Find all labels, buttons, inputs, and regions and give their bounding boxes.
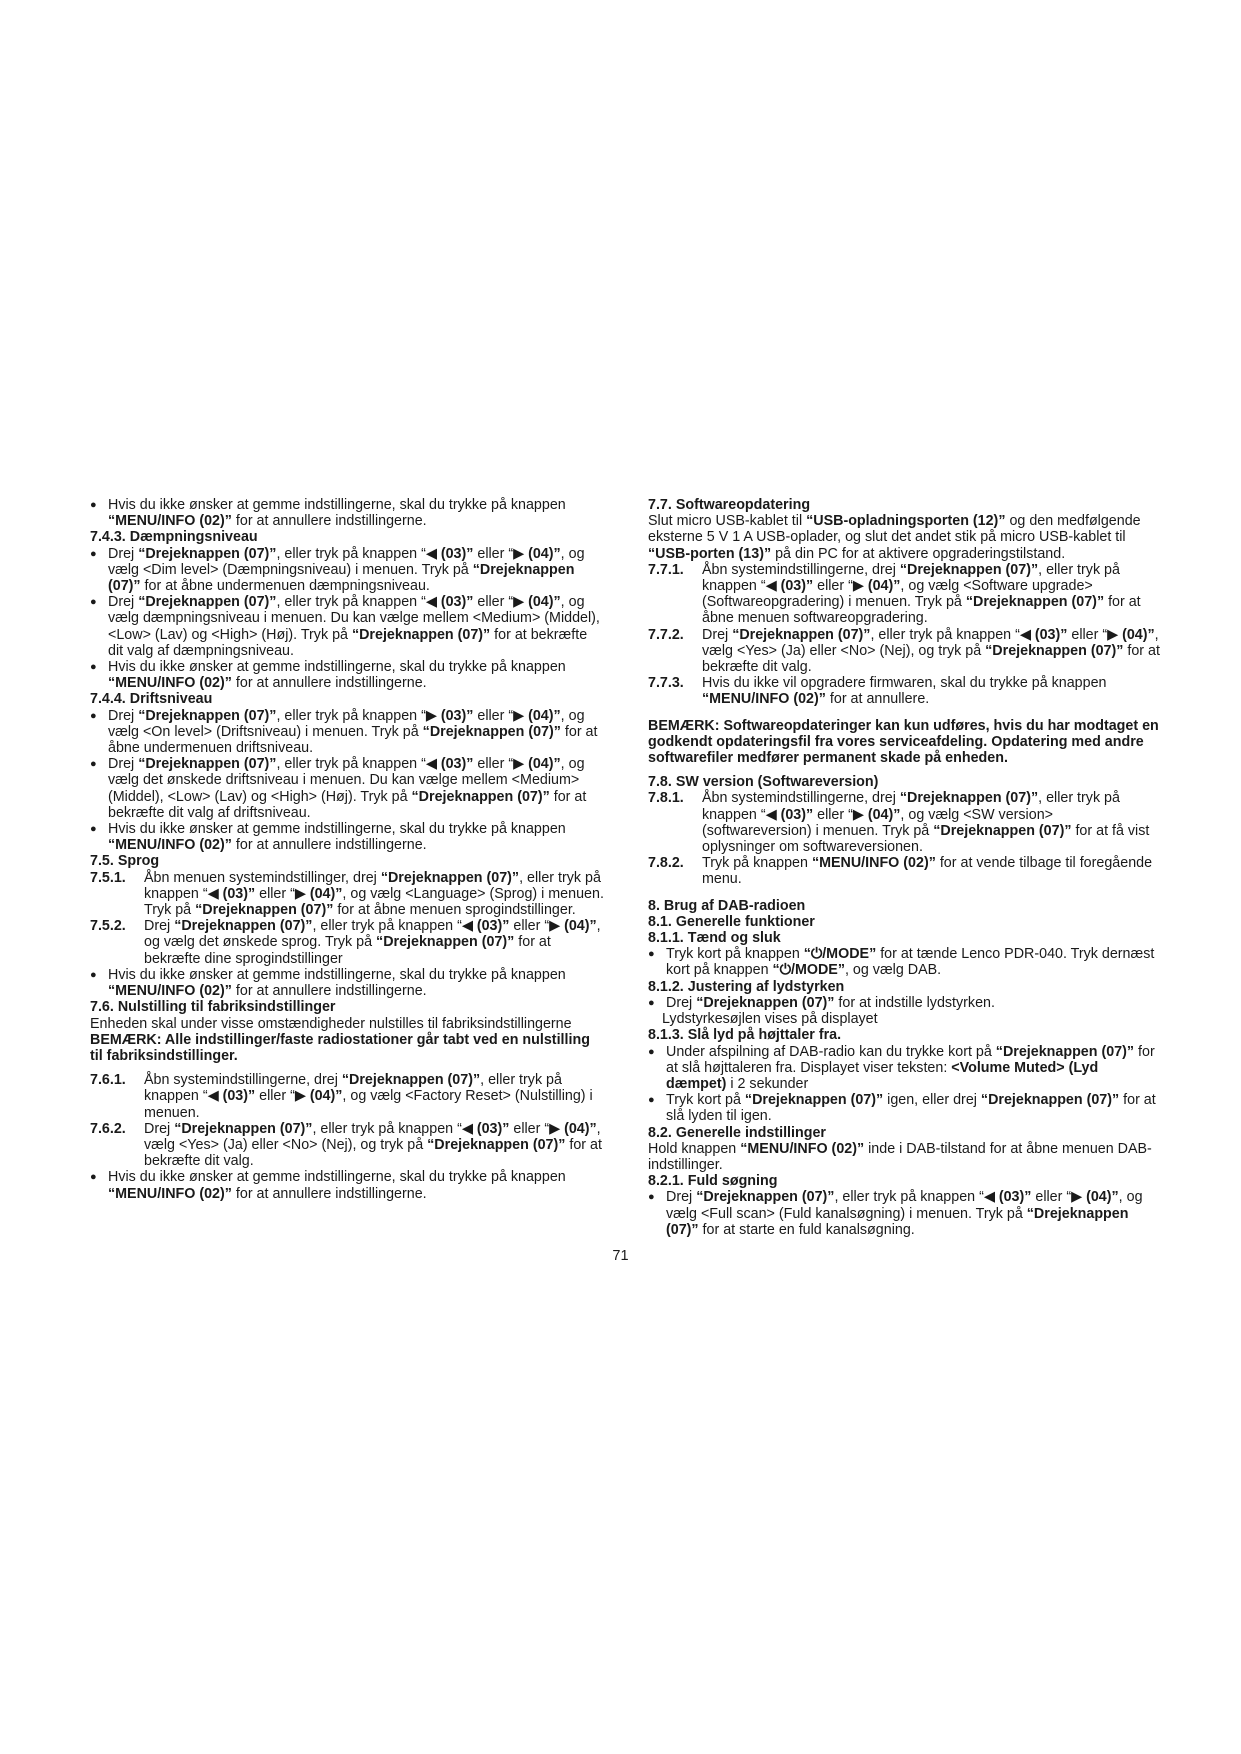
text-run: for at annullere indstillingerne. <box>231 837 427 854</box>
bold-text: “Drejeknappen (07)” <box>351 626 491 643</box>
bold-text: “MENU/INFO (02)” <box>108 1185 232 1202</box>
text-run: , og vælg <On level> (Driftsniveau) i menuen. Tryk på <box>108 707 585 740</box>
text-run: for at åbne menuen sprogindstillinger. <box>333 902 576 919</box>
bullet-item <box>90 659 606 691</box>
paragraph <box>648 513 1162 562</box>
text-run: for at indstille lydstyrken. <box>834 994 995 1011</box>
step-text <box>702 562 1162 627</box>
text-run: for at annullere. <box>825 691 930 708</box>
step-text <box>144 1121 606 1170</box>
bold-text: “Drejeknappen (07)” <box>696 1189 835 1206</box>
bullet-item <box>90 1169 606 1201</box>
text-run: , og vælg <Language> (Sprog) i menuen. Tryk på <box>144 885 604 919</box>
bold-text: “Drejeknappen (07)” <box>696 994 835 1011</box>
text-run: eller “▶ <box>255 1088 310 1105</box>
numbered-step <box>90 918 606 967</box>
text-run: Drej <box>702 626 733 643</box>
bold-text: “Drejeknappen (07)” <box>985 642 1124 659</box>
chapter-heading: 8. Brug af DAB-radioen <box>648 897 806 914</box>
bullet-item <box>648 946 1162 978</box>
text-run: Åbn systemindstillingerne, drej <box>144 1072 342 1089</box>
text-run: , og vælg DAB. <box>844 962 942 979</box>
bold-text: (04)” <box>528 707 561 724</box>
text-run: , eller tryk på knappen “◀ <box>276 756 441 773</box>
bold-text: (03)” <box>440 545 474 562</box>
bold-text: (03)” <box>222 885 256 902</box>
text-run: for at tænde Lenco PDR-040. Tryk dernæst kort på knappen <box>666 946 1155 979</box>
bold-text: (03)” <box>440 707 474 724</box>
text-run: , eller tryk på knappen “◀ <box>870 626 1035 643</box>
section-heading: 7.5. Sprog <box>90 853 160 870</box>
bold-text: “⏻/MODE” <box>772 962 845 979</box>
bold-text: (03)” <box>476 1120 510 1137</box>
note-warning: BEMÆRK: Alle indstillinger/faste radiostationer går tabt ved en nulstilling til fabriksindstillinger. <box>90 1031 590 1064</box>
step-text <box>702 790 1162 855</box>
numbered-step <box>648 562 1162 627</box>
numbered-step <box>90 1072 606 1121</box>
step-number: 7.7.1. <box>648 561 684 578</box>
section-heading: 7.6. Nulstilling til fabriksindstillinger <box>90 999 336 1016</box>
numbered-step <box>90 1121 606 1170</box>
text-run: for at åbne undermenuen dæmpningsniveau. <box>140 578 430 595</box>
text-run: Åbn menuen systemindstillinger, drej <box>144 869 381 886</box>
bold-text: (03)” <box>780 806 814 823</box>
bold-text: “USB-opladningsporten (12)” <box>806 513 1006 530</box>
text-run: eller “▶ <box>473 545 529 562</box>
bold-text: “Drejeknappen (07)” <box>995 1043 1135 1060</box>
text-run: på din PC for at aktivere opgraderingstilstand. <box>771 545 1066 562</box>
text-run: for at vende tilbage til foregående menu. <box>702 855 1153 888</box>
bold-text: “⏻/MODE” <box>803 946 877 963</box>
text-run: for at starte en fuld kanalsøgning. <box>698 1221 915 1238</box>
text-run: inde i DAB-tilstand for at åbne menuen DAB-indstillinger. <box>648 1140 1152 1173</box>
bold-text: (04)” <box>309 1088 343 1105</box>
text-run: for at annullere indstillingerne. <box>231 1185 427 1202</box>
bold-text: “Drejeknappen (07)” <box>965 594 1105 611</box>
bullet-item <box>90 594 606 659</box>
text-run: Tryk på knappen <box>702 855 812 872</box>
text-run: , eller tryk på knappen “◀ <box>702 561 1120 595</box>
text-run: for at få vist oplysninger om softwareversionen. <box>702 822 1150 856</box>
section-heading: 7.4.4. Driftsniveau <box>90 691 213 708</box>
text-run: Under afspilning af DAB-radio kan du trykke kort på <box>666 1043 996 1060</box>
text-run: , eller tryk på knappen “◀ <box>312 918 477 935</box>
bold-text: (03)” <box>440 594 474 611</box>
text-run: for at åbne undermenuen driftsniveau. <box>108 723 598 757</box>
section-heading: 8.2. Generelle indstillinger <box>648 1124 826 1141</box>
bold-text: (03)” <box>780 578 814 595</box>
text-run: Drej <box>144 918 175 935</box>
text-run: , eller tryk på knappen “◀ <box>702 790 1120 823</box>
text-run: Drej <box>666 994 697 1011</box>
bold-text: “Drejeknappen (07)” <box>380 869 520 886</box>
text-run: , eller tryk på knappen “◀ <box>276 594 441 611</box>
step-text <box>702 627 1162 676</box>
text-run: , eller tryk på knappen “▶ <box>276 707 441 724</box>
bold-text: “Drejeknappen (07)” <box>744 1092 884 1109</box>
text-run: eller “▶ <box>473 594 529 611</box>
text-run: , og vælg <Full scan> (Fuld kanalsøgning) i menuen. Tryk på <box>666 1189 1143 1222</box>
section-heading: 7.4.3. Dæmpningsniveau <box>90 529 258 546</box>
numbered-step <box>648 675 1162 707</box>
bold-text: “Drejeknappen (07)” <box>195 902 334 919</box>
bold-text: (03)” <box>440 756 474 773</box>
bold-text: (04)” <box>528 545 561 562</box>
bold-text: (04)” <box>309 885 343 902</box>
section-heading: 8.2.1. Fuld søgning <box>648 1173 778 1190</box>
bold-text: (04)” <box>564 1120 597 1137</box>
bold-text: (04)” <box>528 594 561 611</box>
bold-text: “Drejeknappen (07)” <box>427 1136 566 1153</box>
text-run: Åbn systemindstillingerne, drej <box>702 561 900 578</box>
bold-text: (03)” <box>1034 626 1068 643</box>
bold-text: “Drejeknappen (07)” <box>732 626 871 643</box>
step-number: 7.7.2. <box>648 626 684 643</box>
bold-text: (04)” <box>867 806 901 823</box>
text-run: Drej <box>144 1120 175 1137</box>
text-run: eller “▶ <box>473 756 529 773</box>
bullet-item <box>90 756 606 821</box>
text-run: Hold knappen <box>648 1140 741 1157</box>
bullet-item <box>90 708 606 757</box>
text-run: Tryk kort på knappen <box>666 946 804 963</box>
bold-text: <Volume Muted> (Lyd dæmpet) <box>666 1059 1099 1092</box>
text-run: for at slå højttaleren fra. Displayet viser teksten: <box>666 1043 1155 1076</box>
text-run: eller “▶ <box>1067 626 1123 643</box>
text-run: Drej <box>108 594 139 611</box>
bold-text: “Drejeknappen (07)” <box>341 1072 481 1089</box>
text-run: , eller tryk på knappen “◀ <box>144 1072 562 1105</box>
bullet-item <box>648 1092 1162 1124</box>
text-run: Hvis du ikke ønsker at gemme indstillingerne, skal du trykke på knappen <box>108 659 566 676</box>
bold-text: (04)” <box>1086 1189 1119 1206</box>
text-run: , vælg <Yes> (Ja) eller <No> (Nej), og tryk på <box>702 626 1159 659</box>
text-run: for at annullere indstillingerne. <box>231 983 427 1000</box>
bold-text: “Drejeknappen (07)” <box>174 1120 313 1137</box>
paragraph: Enheden skal under visse omstændigheder nulstilles til fabriksindstillingerne <box>90 1015 572 1032</box>
text-run: Drej <box>666 1189 697 1206</box>
bullet-item <box>648 1044 1162 1093</box>
step-number: 7.5.1. <box>90 869 126 886</box>
bold-text: “Drejeknappen (07)” <box>933 822 1072 839</box>
section-heading: 7.7. Softwareopdatering <box>648 497 811 513</box>
section-heading: 8.1.3. Slå lyd på højttaler fra. <box>648 1027 842 1044</box>
paragraph <box>648 1141 1162 1173</box>
bold-text: “Drejeknappen (07)” <box>666 1205 1129 1238</box>
bold-text: “Drejeknappen (07)” <box>980 1092 1120 1109</box>
text-run: Drej <box>108 756 139 773</box>
step-text <box>144 1072 606 1121</box>
bold-text: (04)” <box>528 756 561 773</box>
bold-text: “MENU/INFO (02)” <box>108 983 232 1000</box>
text-run: for at annullere indstillingerne. <box>231 675 427 692</box>
text-run: for at bekræfte dit valg af driftsniveau. <box>108 788 587 821</box>
bold-text: “Drejeknappen (07)” <box>138 707 277 724</box>
step-number: 7.5.2. <box>90 918 126 935</box>
note-warning: BEMÆRK: Softwareopdateringer kan kun udføres, hvis du har modtaget en godkendt opdateringsfil fra vores serviceafdeling. Opdatering med andre softwarefiler medfører permanent skade på enheden. <box>648 717 1159 767</box>
bold-text: “Drejeknappen (07)” <box>174 918 313 935</box>
text-run: eller “▶ <box>509 1120 565 1137</box>
text-run: for at annullere indstillingerne. <box>231 513 427 530</box>
text-run: Hvis du ikke vil opgradere firmwaren, skal du trykke på knappen <box>702 675 1107 692</box>
step-text <box>702 675 1162 707</box>
text-run: , og vælg det ønskede driftsniveau i menuen. Du kan vælge mellem <Medium> (Middel), <Low> (Lav) og <High> (Høj). Tryk på <box>108 756 585 805</box>
text-run: eller “▶ <box>255 885 310 902</box>
text-run: Drej <box>108 545 139 562</box>
text-run: for at bekræfte dit valg. <box>144 1136 602 1170</box>
step-number: 7.6.2. <box>90 1120 126 1137</box>
step-number: 7.8.2. <box>648 855 684 872</box>
text-run: , og vælg <Dim level> (Dæmpningsniveau) i menuen. Tryk på <box>108 545 585 578</box>
bold-text: “USB-porten (13)” <box>648 545 772 562</box>
bold-text: (04)” <box>1122 626 1155 643</box>
step-text <box>702 855 1162 887</box>
text-run: , eller tryk på knappen “◀ <box>834 1189 999 1206</box>
numbered-step <box>648 790 1162 855</box>
bold-text: “MENU/INFO (02)” <box>108 837 232 854</box>
bold-text: “MENU/INFO (02)” <box>702 691 826 708</box>
text-run: Slut micro USB-kablet til <box>648 513 807 530</box>
bold-text: (03)” <box>476 918 510 935</box>
paragraph: Lydstyrkesøjlen vises på displayet <box>662 1011 878 1028</box>
bullet-item <box>90 821 606 853</box>
text-run: Hvis du ikke ønsker at gemme indstillingerne, skal du trykke på knappen <box>108 497 566 513</box>
step-number: 7.8.1. <box>648 790 684 807</box>
text-run: Hvis du ikke ønsker at gemme indstillingerne, skal du trykke på knappen <box>108 1169 566 1186</box>
bullet-item <box>90 546 606 595</box>
text-run: og den medfølgende eksterne 5 V 1 A USB-oplader, og slut det andet stik på micro USB-kablet til <box>648 513 1141 546</box>
bold-text: “Drejeknappen (07)” <box>138 756 277 773</box>
section-heading: 8.1.2. Justering af lydstyrken <box>648 978 845 995</box>
bold-text: “MENU/INFO (02)” <box>108 513 232 530</box>
text-run: eller “▶ <box>813 578 868 595</box>
text-run: for at åbne menuen softwareopgradering. <box>702 594 1141 627</box>
text-run: igen, eller drej <box>883 1092 981 1109</box>
text-run: eller “▶ <box>1031 1189 1087 1206</box>
numbered-step <box>648 855 1162 887</box>
text-run: eller “▶ <box>813 806 868 823</box>
right-column <box>648 497 1162 1238</box>
text-run: Hvis du ikke ønsker at gemme indstillingerne, skal du trykke på knappen <box>108 821 566 838</box>
text-run: Drej <box>108 707 139 724</box>
section-heading: 7.8. SW version (Softwareversion) <box>648 774 879 791</box>
bold-text: (04)” <box>564 918 597 935</box>
text-run: eller “▶ <box>509 918 565 935</box>
bold-text: “Drejeknappen (07)” <box>108 561 575 595</box>
section-heading: 8.1.1. Tænd og sluk <box>648 930 781 947</box>
text-run: Åbn systemindstillingerne, drej <box>702 790 900 807</box>
text-run: , og vælg <Software upgrade> (Softwareopgradering) i menuen. Tryk på <box>702 578 1093 611</box>
bold-text: “Drejeknappen (07)” <box>138 594 277 611</box>
text-run: , eller tryk på knappen “◀ <box>312 1120 477 1137</box>
text-run: for at slå lyden til igen. <box>666 1092 1156 1125</box>
numbered-step <box>648 627 1162 676</box>
text-run: , og vælg dæmpningsniveau i menuen. Du kan vælge mellem <Medium> (Middel), <Low> (Lav) og <High> (Høj). Tryk på <box>108 594 600 643</box>
bold-text: “MENU/INFO (02)” <box>811 855 936 872</box>
left-column <box>90 497 606 1202</box>
bold-text: (03)” <box>998 1189 1032 1206</box>
bold-text: “MENU/INFO (02)” <box>740 1140 865 1157</box>
section-heading: 8.1. Generelle funktioner <box>648 913 815 930</box>
text-run: , og vælg <SW version> (softwareversion) i menuen. Tryk på <box>702 806 1053 839</box>
text-run: eller “▶ <box>473 707 529 724</box>
text-run: for at bekræfte dit valg af dæmpningsniveau. <box>108 626 588 659</box>
text-run: for at bekræfte dine sprogindstillinger <box>144 934 551 967</box>
text-run: , vælg <Yes> (Ja) eller <No> (Nej), og tryk på <box>144 1120 601 1153</box>
bold-text: “MENU/INFO (02)” <box>108 675 232 692</box>
bold-text: (04)” <box>867 578 901 595</box>
bullet-item <box>648 1189 1162 1238</box>
bold-text: “Drejeknappen (07)” <box>411 788 550 805</box>
bold-text: “Drejeknappen (07)” <box>422 723 561 740</box>
step-text <box>144 918 606 967</box>
bullet-item <box>90 497 606 529</box>
step-number: 7.6.1. <box>90 1072 126 1089</box>
step-text <box>144 870 606 919</box>
page-number: 71 <box>612 1248 629 1264</box>
text-run: i 2 sekunder <box>726 1075 809 1092</box>
text-run: Tryk kort på <box>666 1092 745 1109</box>
text-run: Hvis du ikke ønsker at gemme indstillingerne, skal du trykke på knappen <box>108 966 566 983</box>
bold-text: “Drejeknappen (07)” <box>899 790 1039 807</box>
bold-text: “Drejeknappen (07)” <box>138 545 277 562</box>
step-number: 7.7.3. <box>648 675 684 692</box>
bold-text: “Drejeknappen (07)” <box>899 561 1039 578</box>
text-run: , eller tryk på knappen “◀ <box>276 545 441 562</box>
text-run: , eller tryk på knappen “◀ <box>144 869 601 902</box>
text-run: , og vælg det ønskede sprog. Tryk på <box>144 918 601 951</box>
text-run: , og vælg <Factory Reset> (Nulstilling) i menuen. <box>144 1088 593 1121</box>
bold-text: (03)” <box>222 1088 256 1105</box>
numbered-step <box>90 870 606 919</box>
text-run: for at bekræfte dit valg. <box>702 642 1160 676</box>
bullet-item <box>648 995 1162 1011</box>
bullet-item <box>90 967 606 999</box>
bold-text: “Drejeknappen (07)” <box>376 934 515 951</box>
